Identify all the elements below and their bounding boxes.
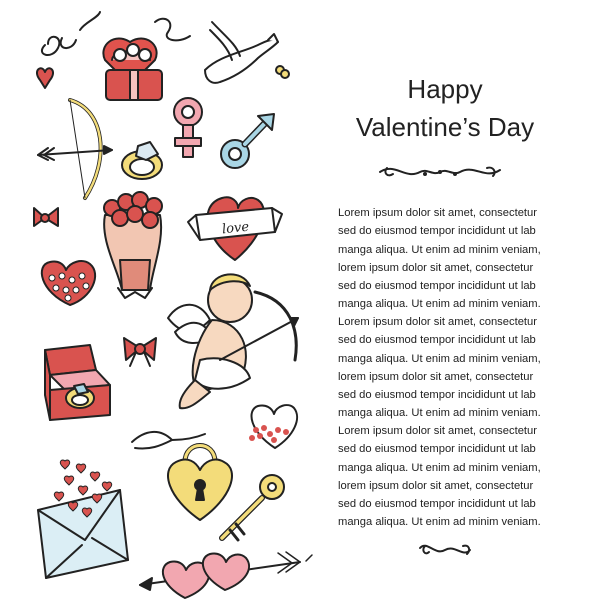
text-line: sed do eiusmod tempor incididunt ut lab [338, 280, 536, 293]
ribbon-text: love [221, 219, 250, 238]
male-symbol-icon [221, 114, 274, 168]
text-line: sed do eiusmod tempor incididunt ut lab [338, 225, 536, 238]
paragraph-2 [338, 313, 568, 423]
dove-icon [205, 22, 289, 83]
swirl-icon [155, 19, 190, 41]
text-line: sed do eiusmod tempor incididunt ut lab [338, 498, 536, 511]
text-line: Lorem ipsum dolor sit amet, consectetur [338, 316, 537, 328]
text-line: Lorem ipsum dolor sit amet, consectetur [338, 425, 537, 437]
flourish-divider-top [375, 158, 505, 184]
arrow-hearts-icon [140, 552, 312, 598]
text-line: manga aliqua. Ut enim ad minim veniam. [338, 407, 541, 420]
text-line: lorem ipsum dolor sit amet, consectetur [338, 261, 534, 274]
text-line: manga aliqua. Ut enim ad minim veniam, [338, 352, 541, 365]
heart-gift-box-icon [103, 38, 162, 100]
title-line-1: Happy [407, 74, 483, 104]
flourish-divider-bottom [415, 538, 475, 562]
text-line: manga aliqua. Ut enim ad minim veniam, [338, 243, 541, 256]
text-line: sed do eiusmod tempor incididunt ut lab [338, 334, 536, 347]
paragraph-1 [338, 204, 568, 314]
love-letter-icon [38, 460, 128, 578]
text-line: lorem ipsum dolor sit amet, consectetur [338, 479, 534, 492]
text-line: manga aliqua. Ut enim ad minim veniam. [338, 298, 541, 311]
ring-box-icon [45, 345, 110, 420]
text-line: sed do eiusmod tempor incididunt ut lab [338, 389, 536, 402]
small-heart-icon [37, 68, 53, 88]
text-line: manga aliqua. Ut enim ad minim veniam. [338, 516, 541, 529]
heart-padlock-icon [168, 446, 232, 521]
text-line: manga aliqua. Ut enim ad minim veniam, [338, 461, 541, 474]
bow-ribbon-icon [34, 208, 58, 226]
bow-tie-icon [124, 338, 156, 366]
dotted-heart-icon [42, 261, 95, 305]
rose-bouquet-icon [104, 192, 162, 298]
female-symbol-icon [174, 98, 202, 157]
ring-icon [122, 142, 162, 179]
outline-heart-icon [249, 405, 297, 448]
swirl-icon [42, 12, 100, 55]
text-line: lorem ipsum dolor sit amet, consectetur [338, 370, 534, 383]
bow-arrow-icon [38, 100, 112, 198]
title-line-2: Valentine’s Day [355, 112, 535, 142]
text-line: Lorem ipsum dolor sit amet, consectetur [338, 207, 537, 219]
text-line: sed do eiusmod tempor incididunt ut lab [338, 443, 536, 456]
page-title [330, 70, 560, 146]
paragraph-3 [338, 422, 568, 532]
cupid-icon [168, 274, 298, 408]
